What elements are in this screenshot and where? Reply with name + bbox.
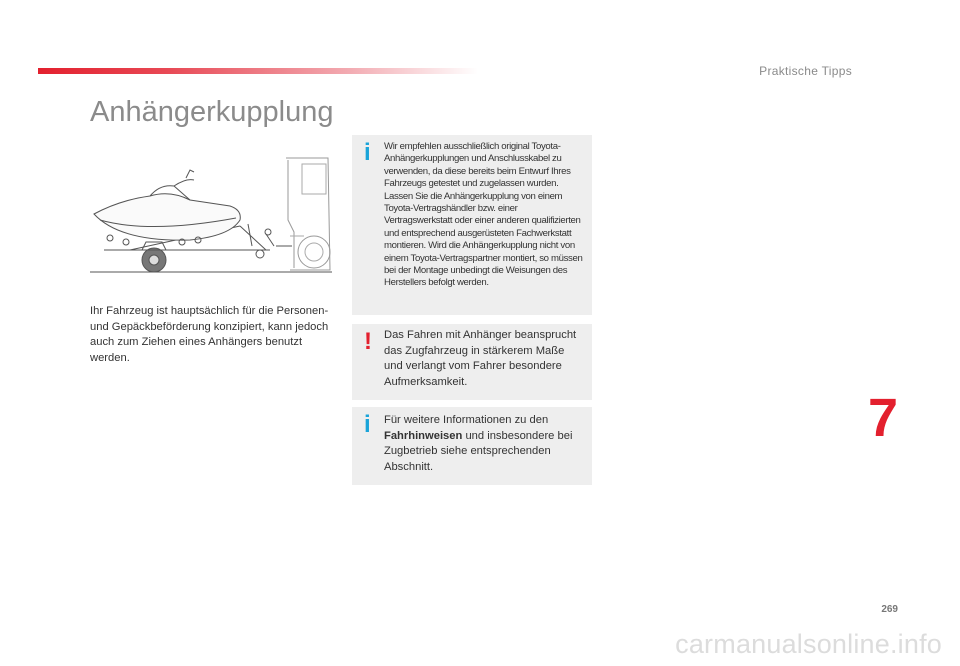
- warning-note-driving-with-trailer: [352, 324, 592, 400]
- driving-tips-reference: Fahrhinweisen: [384, 429, 463, 442]
- watermark: carmanualsonline.info: [675, 629, 942, 659]
- warning-icon: !: [364, 328, 372, 355]
- page-number: 269: [881, 604, 898, 615]
- info-icon: i: [364, 411, 371, 438]
- info-note-text: Wir empfehlen ausschließlich original Toyota-Anhängerkupplungen und Anschlusskabel zu verwenden, da diese bereits beim Entwurf Ihres Fahrzeugs getestet und zugelassen wurden. Lassen Sie die Anhängerkupplung von einem Toyota-Vertragshändler bzw. einer Vertragswerkstatt oder einer anderen qualifizierten und entsprechend ausgerüsteten Fachwerkstatt montieren. Wird die Anhängerkupplung nicht von einem Toyota-Vertragspartner montiert, so müssen bei der Montage unbedingt die Weisungen des Herstellers befolgt werden.: [384, 141, 583, 289]
- section-title: Praktische Tipps: [759, 64, 852, 78]
- trailer-jetski-illustration: [90, 150, 332, 278]
- page-title: Anhängerkupplung: [90, 96, 334, 128]
- intro-paragraph: Ihr Fahrzeug ist hauptsächlich für die Personen- und Gepäckbeförderung konzipiert, kann jedoch auch zum Ziehen eines Anhängers benutzt werden.: [90, 305, 329, 364]
- chapter-number: 7: [868, 388, 899, 448]
- warning-note-text: Das Fahren mit Anhänger beansprucht das Zugfahrzeug in stärkerem Maße und verlangt vom Fahrer besondere Aufmerksamkeit.: [384, 329, 577, 388]
- info-icon: i: [364, 139, 371, 166]
- info-note-text: Für weitere Informationen zu den Fahrhinweisen und insbesondere bei Zugbetrieb siehe entsprechenden Abschnitt.: [384, 414, 573, 473]
- header-accent-bar: [38, 68, 478, 74]
- info-note-driving-tips: [352, 407, 592, 485]
- info-note-genuine-towbar: [352, 135, 592, 315]
